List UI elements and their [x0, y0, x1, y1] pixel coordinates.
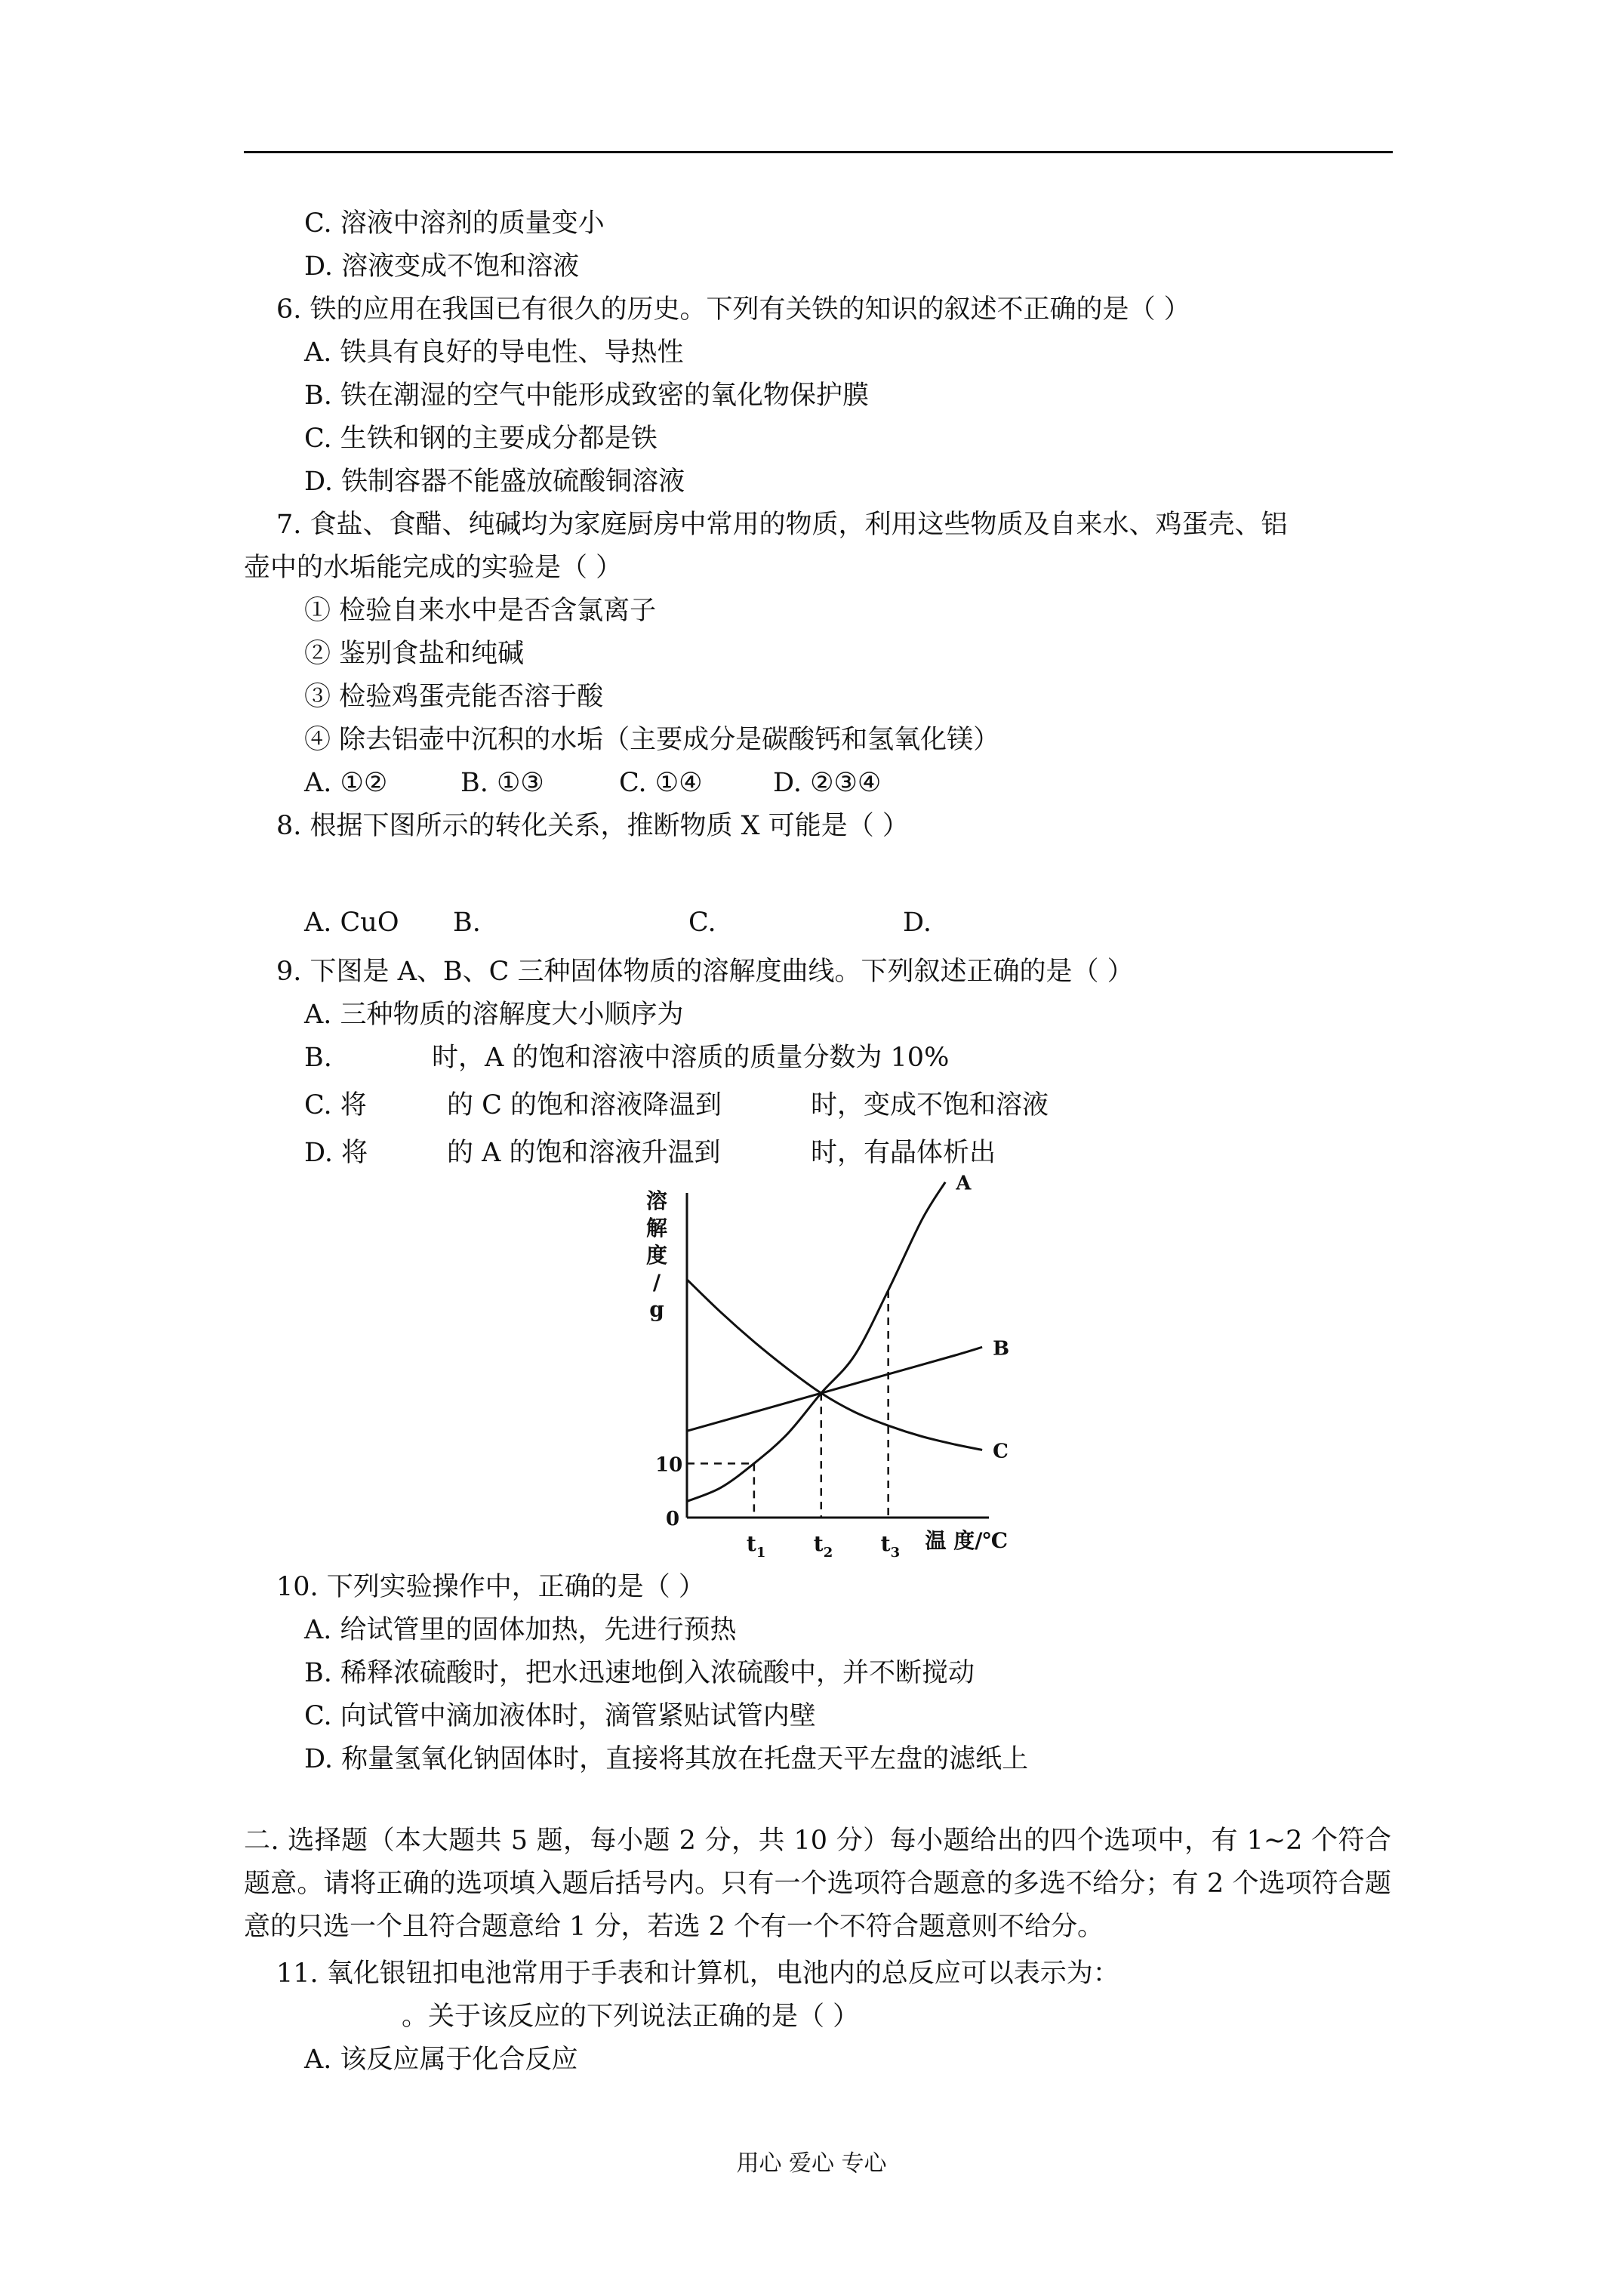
guide-lines — [687, 1290, 888, 1518]
q7-item-1: ① 检验自来水中是否含氯离子 — [304, 596, 657, 626]
q9-stem: 9. 下图是 A、B、C 三种固体物质的溶解度曲线。下列叙述正确的是（ ） — [276, 957, 1134, 987]
curves — [687, 1182, 982, 1502]
origin-label: 0 — [666, 1508, 680, 1530]
header-rule — [244, 151, 1393, 153]
y-label-char: 溶 — [645, 1188, 668, 1213]
q9-option-a: A. 三种物质的溶解度大小顺序为 — [304, 1000, 684, 1030]
q9-option-d-text1: 的 A 的饱和溶液升温到 — [447, 1138, 721, 1168]
q11-option-a: A. 该反应属于化合反应 — [304, 2045, 578, 2075]
solubility-chart — [634, 1172, 1027, 1561]
page-footer: 用心 爱心 专心 — [736, 2150, 887, 2177]
q11-stem: 11. 氧化银钮扣电池常用于手表和计算机，电池内的总反应可以表示为： — [276, 1959, 1119, 1989]
q9-option-c-text1: 的 C 的饱和溶液降温到 — [447, 1090, 722, 1120]
y-axis-label — [646, 1188, 667, 1322]
chart-labels — [652, 1172, 1010, 1561]
q9-option-c-label: C. 将 — [304, 1090, 367, 1120]
curve-c — [687, 1280, 982, 1450]
q5-option-c: C. 溶液中溶剂的质量变小 — [304, 208, 605, 239]
q10-option-d: D. 称量氢氧化钠固体时，直接将其放在托盘天平左盘的滤纸上 — [304, 1744, 1029, 1774]
x-axis-label: 温 度/℃ — [925, 1528, 1009, 1553]
q10-option-c: C. 向试管中滴加液体时，滴管紧贴试管内壁 — [304, 1701, 816, 1731]
q7-option-b: B. ①③ — [460, 768, 544, 798]
section-2-instructions: 二. 选择题（本大题共 5 题，每小题 2 分，共 10 分）每小题给出的四个选项中，有 1~2 个符合题意。请将正确的选项填入题后括号内。只有一个选项符合题意的多选不给分；有 2 个选项符合题意的只选一个且符合题意给 1 分，若选 2 个有一个不符合题意则不给分。 — [244, 1826, 1391, 1942]
y-label-char: 度 — [645, 1243, 668, 1268]
q10-option-a: A. 给试管里的固体加热，先进行预热 — [304, 1615, 737, 1645]
q6-option-d: D. 铁制容器不能盛放硫酸铜溶液 — [304, 467, 685, 497]
q7-item-4: ④ 除去铝壶中沉积的水垢（主要成分是碳酸钙和氢氧化镁） — [304, 725, 1000, 755]
y-label-char: 解 — [645, 1216, 668, 1240]
q9-option-b-label: B. — [304, 1043, 332, 1073]
x-tick-label-t1: $t_1$ — [746, 1531, 766, 1561]
curve-b — [687, 1347, 982, 1431]
x-tick-label-t2: $t_2$ — [813, 1531, 833, 1561]
q7-stem-line1: 7. 食盐、食醋、纯碱均为家庭厨房中常用的物质，利用这些物质及自来水、鸡蛋壳、铝 — [276, 510, 1288, 540]
q8-stem: 8. 根据下图所示的转化关系，推断物质 X 可能是（ ） — [276, 811, 909, 841]
curve-label-a: A — [956, 1172, 972, 1195]
x-tick-subscript: 2 — [823, 1545, 833, 1561]
q7-stem-line2: 壶中的水垢能完成的实验是（ ） — [244, 553, 623, 583]
q7-option-a: A. ①② — [304, 768, 388, 798]
q9-option-d-text2: 时，有晶体析出 — [811, 1138, 996, 1168]
q8-option-d: D. — [903, 908, 932, 938]
q6-option-c: C. 生铁和钢的主要成分都是铁 — [304, 424, 658, 454]
q7-item-2: ② 鉴别食盐和纯碱 — [304, 639, 525, 669]
q6-option-b: B. 铁在潮湿的空气中能形成致密的氧化物保护膜 — [304, 381, 869, 411]
curve-label-b: B — [993, 1337, 1010, 1361]
q10-stem: 10. 下列实验操作中，正确的是（ ） — [276, 1572, 705, 1602]
q6-option-a: A. 铁具有良好的导电性、导热性 — [304, 337, 684, 368]
y-label-char: / — [652, 1270, 661, 1295]
y-label-char: g — [649, 1297, 664, 1322]
q7-item-3: ③ 检验鸡蛋壳能否溶于酸 — [304, 682, 604, 712]
curve-label-c: C — [993, 1440, 1009, 1463]
q10-option-b: B. 稀释浓硫酸时，把水迅速地倒入浓硫酸中，并不断搅动 — [304, 1658, 975, 1688]
q9-option-b-text: 时，A 的饱和溶液中溶质的质量分数为 10% — [432, 1043, 950, 1073]
y-tick-label: 10 — [655, 1453, 683, 1477]
q8-option-c: C. — [688, 908, 716, 938]
q8-option-b: B. — [453, 908, 481, 938]
q9-option-c-text2: 时，变成不饱和溶液 — [811, 1090, 1049, 1120]
q7-option-d: D. ②③④ — [773, 768, 882, 798]
q9-option-d-label: D. 将 — [304, 1138, 368, 1168]
q5-option-d: D. 溶液变成不饱和溶液 — [304, 251, 580, 282]
x-tick-subscript: 3 — [890, 1545, 901, 1561]
q7-option-c: C. ①④ — [619, 768, 703, 798]
x-tick-subscript: 1 — [756, 1545, 766, 1561]
x-tick-label-t3: $t_3$ — [880, 1531, 901, 1561]
curve-a — [687, 1182, 945, 1502]
q11-stem-cont: 。关于该反应的下列说法正确的是（ ） — [402, 2002, 860, 2032]
q6-stem: 6. 铁的应用在我国已有很久的历史。下列有关铁的知识的叙述不正确的是（ ） — [276, 294, 1190, 325]
q8-option-a: A. CuO — [304, 908, 399, 938]
